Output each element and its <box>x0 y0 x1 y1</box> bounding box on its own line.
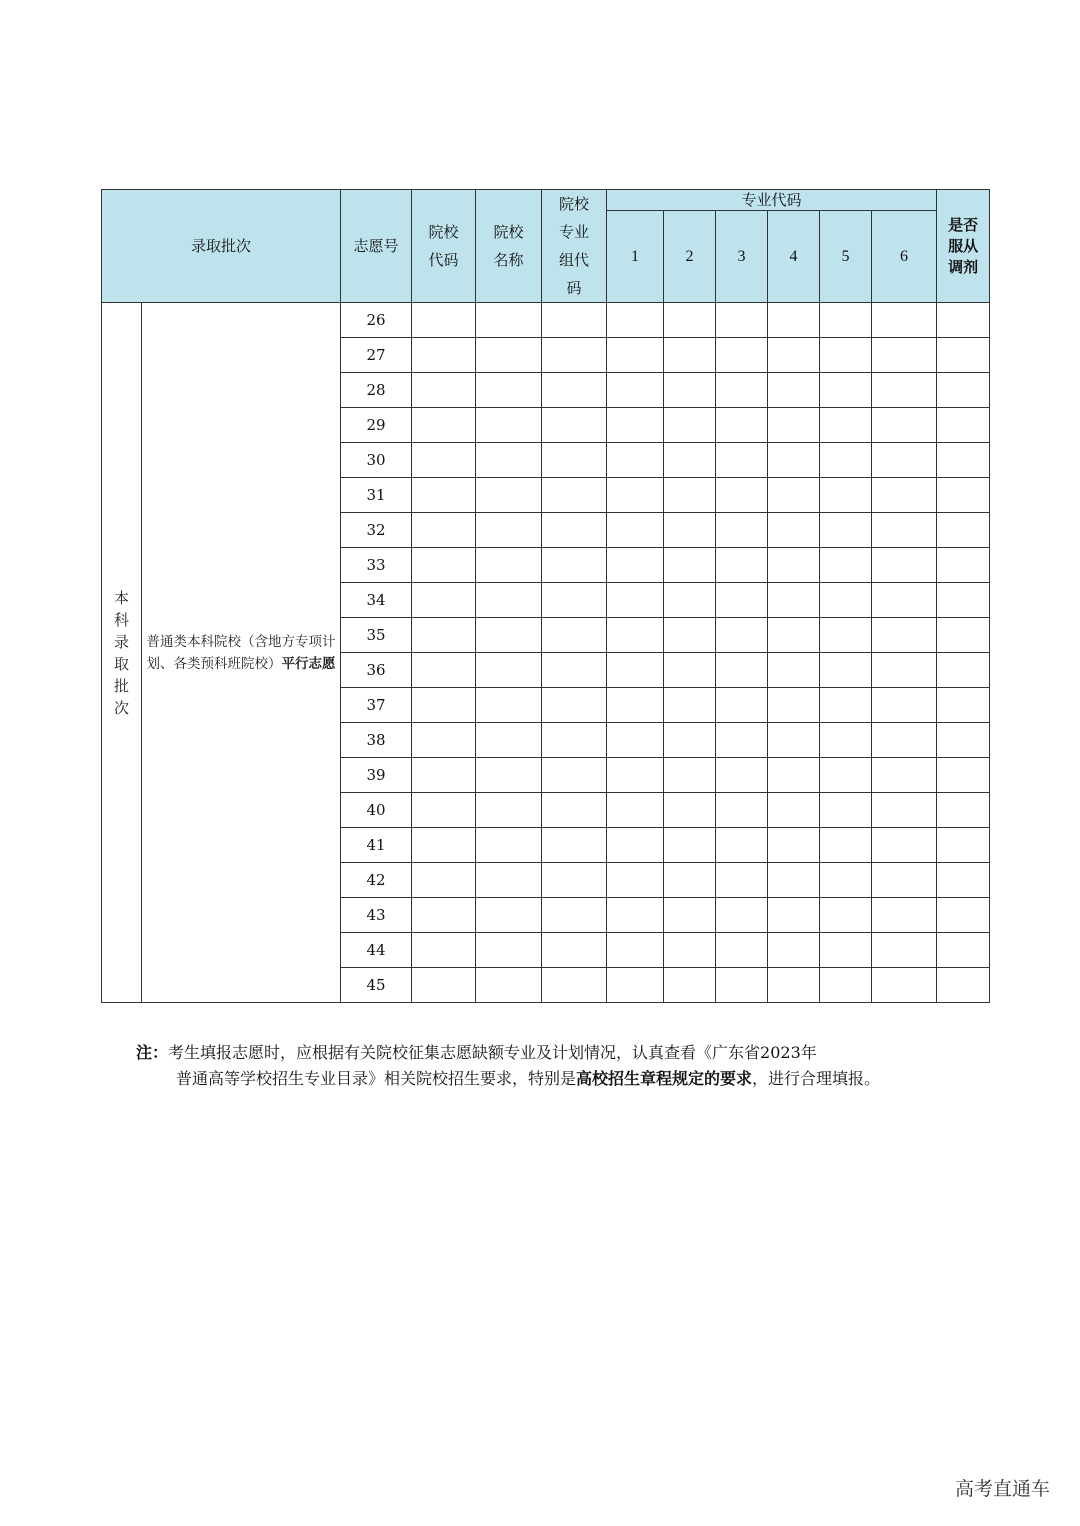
input-cell[interactable] <box>716 968 768 1003</box>
input-cell[interactable] <box>476 653 542 688</box>
input-cell[interactable] <box>820 898 872 933</box>
input-cell[interactable] <box>937 338 990 373</box>
input-cell[interactable] <box>872 653 937 688</box>
input-cell[interactable] <box>412 898 476 933</box>
input-cell[interactable] <box>937 513 990 548</box>
input-cell[interactable] <box>542 373 607 408</box>
input-cell[interactable] <box>542 478 607 513</box>
wish-number-cell: 31 <box>341 478 412 513</box>
input-cell[interactable] <box>542 793 607 828</box>
input-cell[interactable] <box>476 408 542 443</box>
input-cell[interactable] <box>664 338 716 373</box>
input-cell[interactable] <box>542 408 607 443</box>
input-cell[interactable] <box>542 863 607 898</box>
input-cell[interactable] <box>412 723 476 758</box>
input-cell[interactable] <box>768 478 820 513</box>
footnote-line-1 <box>136 1040 996 1066</box>
table-row <box>102 303 990 338</box>
input-cell[interactable] <box>872 723 937 758</box>
input-cell[interactable] <box>820 723 872 758</box>
category-bold: 平行志愿 <box>281 655 336 672</box>
input-cell[interactable] <box>716 653 768 688</box>
input-cell[interactable] <box>716 863 768 898</box>
input-cell[interactable] <box>716 723 768 758</box>
header-major-group-code-text: 院校专业组代码 <box>559 195 590 297</box>
header-major-6: 6 <box>872 211 937 303</box>
header-major-code: 专业代码 <box>607 190 937 211</box>
input-cell[interactable] <box>820 373 872 408</box>
input-cell[interactable] <box>412 968 476 1003</box>
input-cell[interactable] <box>542 723 607 758</box>
wish-number-cell: 34 <box>341 583 412 618</box>
wish-number-cell: 35 <box>341 618 412 653</box>
input-cell[interactable] <box>607 933 664 968</box>
input-cell[interactable] <box>820 548 872 583</box>
input-cell[interactable] <box>542 933 607 968</box>
input-cell[interactable] <box>542 828 607 863</box>
input-cell[interactable] <box>716 758 768 793</box>
input-cell[interactable] <box>716 933 768 968</box>
input-cell[interactable] <box>820 688 872 723</box>
header-wish-number: 志愿号 <box>341 190 412 303</box>
input-cell[interactable] <box>542 548 607 583</box>
header-major-2: 2 <box>664 211 716 303</box>
input-cell[interactable] <box>476 618 542 653</box>
input-cell[interactable] <box>607 583 664 618</box>
header-accept-adjust-text: 是否服从调剂 <box>948 215 979 276</box>
input-cell[interactable] <box>607 513 664 548</box>
input-cell[interactable] <box>716 373 768 408</box>
input-cell[interactable] <box>412 688 476 723</box>
input-cell[interactable] <box>412 758 476 793</box>
header-batch: 录取批次 <box>102 190 341 303</box>
input-cell[interactable] <box>664 863 716 898</box>
input-cell[interactable] <box>716 898 768 933</box>
input-cell[interactable] <box>937 793 990 828</box>
input-cell[interactable] <box>937 583 990 618</box>
input-cell[interactable] <box>768 303 820 338</box>
input-cell[interactable] <box>937 688 990 723</box>
header-accept-adjust <box>937 190 990 303</box>
input-cell[interactable] <box>768 933 820 968</box>
input-cell[interactable] <box>716 408 768 443</box>
input-cell[interactable] <box>542 513 607 548</box>
batch-cell <box>102 303 142 1003</box>
input-cell[interactable] <box>412 793 476 828</box>
input-cell[interactable] <box>476 968 542 1003</box>
input-cell[interactable] <box>664 723 716 758</box>
input-cell[interactable] <box>872 443 937 478</box>
input-cell[interactable] <box>820 968 872 1003</box>
input-cell[interactable] <box>476 863 542 898</box>
input-cell[interactable] <box>768 443 820 478</box>
wish-number-cell: 41 <box>341 828 412 863</box>
input-cell[interactable] <box>607 688 664 723</box>
input-cell[interactable] <box>664 443 716 478</box>
input-cell[interactable] <box>768 618 820 653</box>
input-cell[interactable] <box>607 793 664 828</box>
input-cell[interactable] <box>716 793 768 828</box>
input-cell[interactable] <box>607 758 664 793</box>
input-cell[interactable] <box>872 478 937 513</box>
input-cell[interactable] <box>664 758 716 793</box>
input-cell[interactable] <box>412 513 476 548</box>
input-cell[interactable] <box>607 618 664 653</box>
input-cell[interactable] <box>872 513 937 548</box>
wish-number-cell: 42 <box>341 863 412 898</box>
input-cell[interactable] <box>476 373 542 408</box>
input-cell[interactable] <box>412 478 476 513</box>
input-cell[interactable] <box>768 338 820 373</box>
input-cell[interactable] <box>542 758 607 793</box>
input-cell[interactable] <box>768 653 820 688</box>
watermark-text: 高考直通车 <box>954 1478 1050 1500</box>
input-cell[interactable] <box>872 793 937 828</box>
input-cell[interactable] <box>937 303 990 338</box>
input-cell[interactable] <box>872 303 937 338</box>
batch-label: 本科录取批次 <box>113 588 129 717</box>
input-cell[interactable] <box>664 478 716 513</box>
input-cell[interactable] <box>937 898 990 933</box>
input-cell[interactable] <box>716 478 768 513</box>
input-cell[interactable] <box>542 618 607 653</box>
input-cell[interactable] <box>476 688 542 723</box>
input-cell[interactable] <box>412 618 476 653</box>
input-cell[interactable] <box>768 408 820 443</box>
wish-number-cell: 40 <box>341 793 412 828</box>
input-cell[interactable] <box>412 443 476 478</box>
input-cell[interactable] <box>872 688 937 723</box>
input-cell[interactable] <box>664 828 716 863</box>
input-cell[interactable] <box>768 968 820 1003</box>
input-cell[interactable] <box>664 898 716 933</box>
input-cell[interactable] <box>937 373 990 408</box>
wish-number-cell: 26 <box>341 303 412 338</box>
wish-number-cell: 30 <box>341 443 412 478</box>
wish-number-cell: 29 <box>341 408 412 443</box>
input-cell[interactable] <box>476 828 542 863</box>
footnote-text-2: 年 <box>800 1043 817 1062</box>
header-school-code-text: 院校代码 <box>428 223 459 269</box>
wish-number-cell: 43 <box>341 898 412 933</box>
input-cell[interactable] <box>664 548 716 583</box>
input-cell[interactable] <box>820 513 872 548</box>
input-cell[interactable] <box>820 443 872 478</box>
input-cell[interactable] <box>768 863 820 898</box>
input-cell[interactable] <box>820 478 872 513</box>
input-cell[interactable] <box>664 968 716 1003</box>
header-school-code <box>412 190 476 303</box>
input-cell[interactable] <box>664 793 716 828</box>
input-cell[interactable] <box>476 548 542 583</box>
input-cell[interactable] <box>820 863 872 898</box>
input-cell[interactable] <box>607 408 664 443</box>
input-cell[interactable] <box>716 618 768 653</box>
wish-number-cell: 32 <box>341 513 412 548</box>
wish-number-cell: 37 <box>341 688 412 723</box>
input-cell[interactable] <box>820 408 872 443</box>
input-cell[interactable] <box>476 443 542 478</box>
input-cell[interactable] <box>820 338 872 373</box>
volunteer-form-table <box>101 189 990 1003</box>
wish-number-cell: 27 <box>341 338 412 373</box>
input-cell[interactable] <box>542 443 607 478</box>
input-cell[interactable] <box>937 618 990 653</box>
input-cell[interactable] <box>607 898 664 933</box>
header-major-4: 4 <box>768 211 820 303</box>
input-cell[interactable] <box>768 828 820 863</box>
table-body <box>102 303 990 1003</box>
input-cell[interactable] <box>872 548 937 583</box>
input-cell[interactable] <box>664 618 716 653</box>
input-cell[interactable] <box>820 933 872 968</box>
input-cell[interactable] <box>872 583 937 618</box>
input-cell[interactable] <box>607 968 664 1003</box>
input-cell[interactable] <box>820 303 872 338</box>
input-cell[interactable] <box>476 933 542 968</box>
input-cell[interactable] <box>937 723 990 758</box>
input-cell[interactable] <box>476 303 542 338</box>
footnote-text-3: 普通高等学校招生专业目录》相关院校招生要求，特别是 <box>176 1069 577 1088</box>
input-cell[interactable] <box>768 898 820 933</box>
input-cell[interactable] <box>664 408 716 443</box>
header-school-name-text: 院校名称 <box>493 223 524 269</box>
input-cell[interactable] <box>716 828 768 863</box>
input-cell[interactable] <box>872 828 937 863</box>
input-cell[interactable] <box>607 373 664 408</box>
input-cell[interactable] <box>937 758 990 793</box>
input-cell[interactable] <box>872 863 937 898</box>
footnote-text-4: ，进行合理填报。 <box>752 1069 881 1088</box>
input-cell[interactable] <box>542 303 607 338</box>
input-cell[interactable] <box>768 583 820 618</box>
wish-number-cell: 36 <box>341 653 412 688</box>
input-cell[interactable] <box>412 933 476 968</box>
input-cell[interactable] <box>820 793 872 828</box>
input-cell[interactable] <box>768 723 820 758</box>
input-cell[interactable] <box>937 828 990 863</box>
header-major-5: 5 <box>820 211 872 303</box>
input-cell[interactable] <box>664 653 716 688</box>
header-major-group-code <box>542 190 607 303</box>
input-cell[interactable] <box>542 653 607 688</box>
input-cell[interactable] <box>607 653 664 688</box>
input-cell[interactable] <box>412 408 476 443</box>
input-cell[interactable] <box>412 303 476 338</box>
input-cell[interactable] <box>607 548 664 583</box>
input-cell[interactable] <box>872 758 937 793</box>
input-cell[interactable] <box>937 548 990 583</box>
wish-number-cell: 28 <box>341 373 412 408</box>
input-cell[interactable] <box>664 688 716 723</box>
input-cell[interactable] <box>937 443 990 478</box>
input-cell[interactable] <box>872 968 937 1003</box>
input-cell[interactable] <box>542 583 607 618</box>
footnote-year: 2023 <box>760 1043 801 1062</box>
input-cell[interactable] <box>716 688 768 723</box>
input-cell[interactable] <box>937 933 990 968</box>
input-cell[interactable] <box>768 513 820 548</box>
input-cell[interactable] <box>768 758 820 793</box>
input-cell[interactable] <box>716 548 768 583</box>
footnote <box>136 1040 996 1092</box>
input-cell[interactable] <box>716 513 768 548</box>
input-cell[interactable] <box>937 863 990 898</box>
input-cell[interactable] <box>820 758 872 793</box>
input-cell[interactable] <box>412 828 476 863</box>
category-cell <box>142 303 341 1003</box>
input-cell[interactable] <box>607 443 664 478</box>
input-cell[interactable] <box>716 583 768 618</box>
wish-number-cell: 39 <box>341 758 412 793</box>
input-cell[interactable] <box>412 338 476 373</box>
input-cell[interactable] <box>476 793 542 828</box>
header-major-1: 1 <box>607 211 664 303</box>
input-cell[interactable] <box>542 898 607 933</box>
input-cell[interactable] <box>607 723 664 758</box>
input-cell[interactable] <box>542 338 607 373</box>
input-cell[interactable] <box>607 863 664 898</box>
input-cell[interactable] <box>412 583 476 618</box>
input-cell[interactable] <box>872 338 937 373</box>
footnote-label: 注： <box>136 1043 169 1062</box>
header-school-name <box>476 190 542 303</box>
input-cell[interactable] <box>716 338 768 373</box>
input-cell[interactable] <box>872 898 937 933</box>
input-cell[interactable] <box>872 618 937 653</box>
input-cell[interactable] <box>872 373 937 408</box>
input-cell[interactable] <box>768 793 820 828</box>
input-cell[interactable] <box>412 863 476 898</box>
input-cell[interactable] <box>664 933 716 968</box>
input-cell[interactable] <box>607 303 664 338</box>
input-cell[interactable] <box>476 583 542 618</box>
footnote-bold: 高校招生章程规定的要求 <box>576 1069 753 1088</box>
input-cell[interactable] <box>542 688 607 723</box>
input-cell[interactable] <box>937 968 990 1003</box>
input-cell[interactable] <box>476 478 542 513</box>
wish-number-cell: 44 <box>341 933 412 968</box>
input-cell[interactable] <box>607 828 664 863</box>
wish-number-cell: 38 <box>341 723 412 758</box>
category-text: 普通类本科院校（含地方专项计划、各类预科班院校） <box>146 633 336 672</box>
input-cell[interactable] <box>607 338 664 373</box>
input-cell[interactable] <box>768 373 820 408</box>
input-cell[interactable] <box>716 443 768 478</box>
input-cell[interactable] <box>872 933 937 968</box>
footnote-line-2 <box>136 1066 996 1092</box>
input-cell[interactable] <box>937 408 990 443</box>
input-cell[interactable] <box>716 303 768 338</box>
input-cell[interactable] <box>872 408 937 443</box>
input-cell[interactable] <box>412 548 476 583</box>
input-cell[interactable] <box>476 758 542 793</box>
input-cell[interactable] <box>768 548 820 583</box>
input-cell[interactable] <box>664 513 716 548</box>
input-cell[interactable] <box>476 338 542 373</box>
input-cell[interactable] <box>476 513 542 548</box>
input-cell[interactable] <box>937 653 990 688</box>
input-cell[interactable] <box>607 478 664 513</box>
input-cell[interactable] <box>664 303 716 338</box>
input-cell[interactable] <box>412 653 476 688</box>
input-cell[interactable] <box>937 478 990 513</box>
input-cell[interactable] <box>820 618 872 653</box>
input-cell[interactable] <box>820 583 872 618</box>
input-cell[interactable] <box>542 968 607 1003</box>
input-cell[interactable] <box>664 583 716 618</box>
input-cell[interactable] <box>820 653 872 688</box>
input-cell[interactable] <box>412 373 476 408</box>
wish-number-cell: 45 <box>341 968 412 1003</box>
footnote-text-1: 考生填报志愿时，应根据有关院校征集志愿缺额专业及计划情况，认真查看《广东省 <box>168 1043 761 1062</box>
wish-number-cell: 33 <box>341 548 412 583</box>
input-cell[interactable] <box>820 828 872 863</box>
input-cell[interactable] <box>664 373 716 408</box>
header-major-3: 3 <box>716 211 768 303</box>
input-cell[interactable] <box>476 898 542 933</box>
input-cell[interactable] <box>476 723 542 758</box>
input-cell[interactable] <box>768 688 820 723</box>
